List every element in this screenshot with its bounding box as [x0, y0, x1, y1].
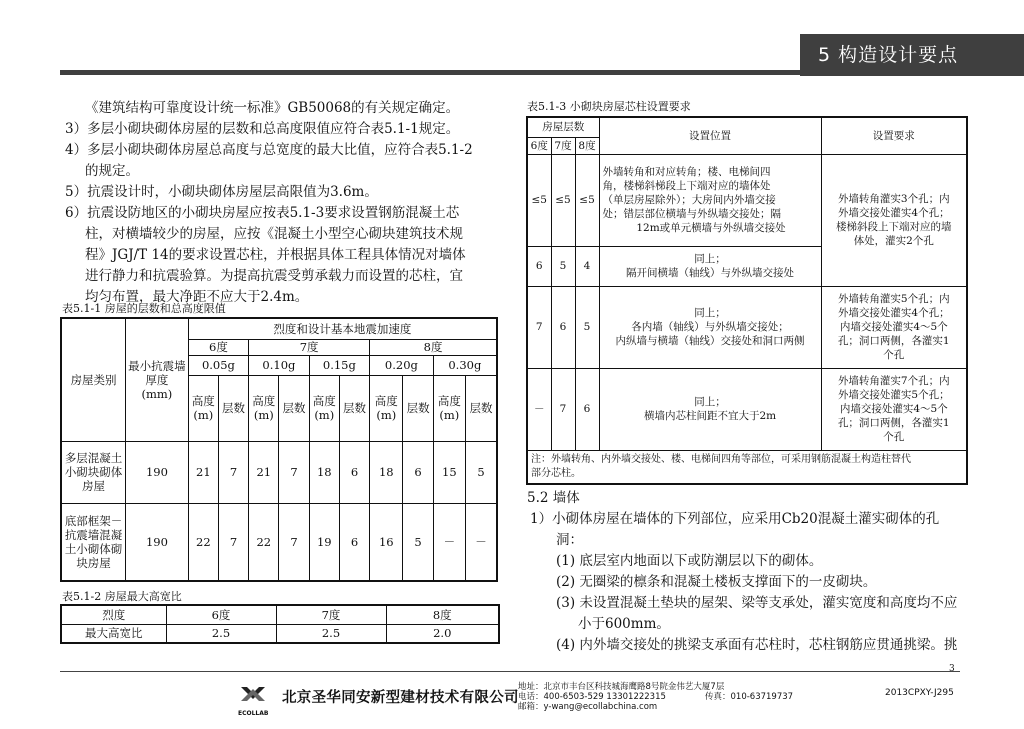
cell: 6	[339, 503, 369, 581]
table-row	[527, 154, 967, 246]
section-line: 1）小砌体房屋在墙体的下列部位，应采用Cb20混凝土灌实砌体的孔	[530, 511, 940, 527]
cell: 8度	[386, 605, 499, 624]
col-wall-thickness: 最小抗震墙 厚度 (mm)	[126, 318, 189, 441]
degree-header: 6度	[188, 339, 248, 355]
cell: 19	[309, 503, 339, 581]
section-line: 小于600mm。	[578, 616, 670, 632]
cell: 烈度	[61, 605, 166, 624]
location-header: 设置位置	[599, 117, 821, 154]
para-line: 4）多层小砌块砌体房屋总高度与总宽度的最大比值，应符合表5.1-2	[65, 142, 473, 158]
cell: 5	[466, 441, 497, 503]
cell: 7	[527, 286, 551, 368]
accel-header: 0.20g	[370, 355, 434, 375]
accel-header: 0.15g	[309, 355, 369, 375]
cell: －	[433, 503, 465, 581]
company-name: 北京圣华同安新型建材技术有限公司	[282, 690, 519, 706]
height-header: 高度 (m)	[370, 375, 403, 441]
section-line: (2) 无圈梁的檩条和混凝土楼板支撑面下的一皮砌块。	[556, 574, 877, 590]
contact-address: 地址：北京市丰台区科技城海鹰路8号院金伟艺大厦7层	[518, 682, 725, 692]
cell: ≤5	[575, 154, 599, 246]
table-row	[61, 624, 499, 643]
accel-header: 0.30g	[433, 355, 497, 375]
section-line: 洞：	[556, 532, 583, 548]
para-line: 进行静力和抗震验算。为提高抗震受剪承载力而设置的芯柱，宜	[85, 268, 463, 284]
floors-header: 层数	[403, 375, 433, 441]
cell: 21	[188, 441, 218, 503]
cell: 6	[575, 368, 599, 450]
cell: ≤5	[551, 154, 575, 246]
degree-header: 7度	[249, 339, 370, 355]
page-number: 3	[949, 664, 955, 674]
table-core-columns	[526, 116, 968, 485]
height-header: 高度 (m)	[249, 375, 279, 441]
section-line: (1) 底层室内地面以下或防潮层以下的砌体。	[556, 553, 823, 569]
table-row	[61, 441, 497, 503]
cell: 2.0	[386, 624, 499, 643]
cell: 22	[249, 503, 279, 581]
cell: 5	[403, 503, 433, 581]
para-line: 均匀布置，最大净距不应大于2.4m。	[85, 289, 309, 305]
contact-phone: 电话：400-6503-529 13301222315	[518, 692, 666, 702]
para-line: 6）抗震设防地区的小砌块房屋应按表5.1-3要求设置钢筋混凝土芯	[65, 205, 460, 221]
header-rule	[60, 70, 800, 75]
chapter-title: 5 构造设计要点	[800, 34, 1024, 76]
document-number: 2013CPXY-J295	[885, 688, 954, 698]
para-line: 《建筑结构可靠度设计统一标准》GB50068的有关规定确定。	[85, 100, 460, 116]
cell: 7	[279, 503, 309, 581]
para-line: 的规定。	[85, 163, 139, 179]
location-cell: 同上； 横墙内芯柱间距不宜大于2m	[599, 368, 821, 450]
accel-header: 0.10g	[249, 355, 309, 375]
cell: 6	[403, 441, 433, 503]
table-height-limits	[60, 317, 498, 582]
cell: 7	[218, 503, 248, 581]
cell: 7	[279, 441, 309, 503]
col-house-type: 房屋类别	[61, 318, 126, 441]
section-line: (4) 内外墙交接处的挑梁支承面有芯柱时，芯柱钢筋应贯通挑梁。挑	[556, 637, 958, 653]
accel-header: 0.05g	[188, 355, 248, 375]
cell: －	[466, 503, 497, 581]
location-cell: 外墙转角和对应转角；楼、电梯间四 角，楼梯斜梯段上下端对应的墙体处 （单层房屋除外）；大房间内外墙交接 处；错层部位横墙与外纵墙交接处；隔 12m或单元横墙与外纵墙交接处	[599, 154, 821, 246]
table3-caption: 表5.1-3 小砌块房屋芯柱设置要求	[527, 100, 691, 113]
cell: 5	[575, 286, 599, 368]
cell: －	[527, 368, 551, 450]
logo-text: ECOLLAB	[238, 710, 269, 717]
cell: 190	[126, 441, 189, 503]
cell: 6	[339, 441, 369, 503]
section-line: (3) 未设置混凝土垫块的屋架、梁等支承处，灌实宽度和高度均不应	[556, 595, 958, 611]
floors-header: 层数	[218, 375, 248, 441]
cell: ≤5	[527, 154, 551, 246]
floors-header: 层数	[279, 375, 309, 441]
cell: 16	[370, 503, 403, 581]
degree-header: 6度	[527, 137, 551, 154]
contact-email: 邮箱：y-wang@ecollabchina.com	[518, 702, 658, 712]
cell: 4	[575, 246, 599, 286]
floors-group-header: 房屋层数	[527, 117, 599, 137]
cell: 6度	[166, 605, 276, 624]
height-header: 高度 (m)	[309, 375, 339, 441]
height-header: 高度 (m)	[433, 375, 465, 441]
cell: 2.5	[166, 624, 276, 643]
footer-rule	[60, 671, 960, 672]
cell: 7	[551, 368, 575, 450]
cell: 2.5	[276, 624, 386, 643]
requirement-cell: 外墙转角灌实3个孔；内 外墙交接处灌实4个孔； 楼梯斜段上下端对应的墙 体处，灌实2个孔	[821, 154, 967, 286]
degree-header: 7度	[551, 137, 575, 154]
table-row	[527, 286, 967, 368]
cell: 190	[126, 503, 189, 581]
table2-caption: 表5.1-2 房屋最大高宽比	[62, 590, 182, 603]
row-label: 底部框架－ 抗震墙混凝 土小砌体砌 块房屋	[61, 503, 126, 581]
height-header: 高度 (m)	[188, 375, 218, 441]
cell: 7度	[276, 605, 386, 624]
para-line: 程》JGJ/T 14的要求设置芯柱，并根据具体工程具体情况对墙体	[85, 247, 466, 263]
cell: 18	[309, 441, 339, 503]
floors-header: 层数	[466, 375, 497, 441]
cell: 5	[551, 246, 575, 286]
cell: 22	[188, 503, 218, 581]
table-aspect-ratio	[60, 604, 500, 644]
section-title: 5.2 墙体	[527, 490, 580, 506]
floors-header: 层数	[339, 375, 369, 441]
location-cell: 同上； 隔开间横墙（轴线）与外纵墙交接处	[599, 246, 821, 286]
row-label: 多层混凝土 小砌块砌体 房屋	[61, 441, 126, 503]
para-line: 柱，对横墙较少的房屋，应按《混凝土小型空心砌块建筑技术规	[85, 226, 463, 242]
cell: 18	[370, 441, 403, 503]
cell: 6	[527, 246, 551, 286]
para-line: 3）多层小砌块砌体房屋的层数和总高度限值应符合表5.1-1规定。	[65, 121, 460, 137]
table-note: 注：外墙转角、内外墙交接处、楼、电梯间四角等部位，可采用钢筋混凝土构造柱替代 部分芯柱。	[527, 450, 967, 484]
contact-fax: 传真：010-63719737	[705, 692, 794, 702]
table1-caption: 表5.1-1 房屋的层数和总高度限值	[62, 302, 226, 315]
degree-header: 8度	[575, 137, 599, 154]
requirement-header: 设置要求	[821, 117, 967, 154]
cell: 6	[551, 286, 575, 368]
table-row	[527, 368, 967, 450]
group-header: 烈度和设计基本地震加速度	[188, 318, 497, 339]
cell: 7	[218, 441, 248, 503]
table-row	[61, 503, 497, 581]
requirement-cell: 外墙转角灌实7个孔；内 外墙交接处灌实5个孔； 内墙交接处灌实4～5个 孔；洞口两侧，各灌实1 个孔	[821, 368, 967, 450]
cell: 最大高宽比	[61, 624, 166, 643]
requirement-cell: 外墙转角灌实5个孔；内 外墙交接处灌实4个孔； 内墙交接处灌实4～5个 孔；洞口两侧，各灌实1 个孔	[821, 286, 967, 368]
cell: 15	[433, 441, 465, 503]
location-cell: 同上； 各内墙（轴线）与外纵墙交接处； 内纵墙与横墙（轴线）交接处和洞口两侧	[599, 286, 821, 368]
degree-header: 8度	[370, 339, 497, 355]
para-line: 5）抗震设计时，小砌块砌体房屋层高限值为3.6m。	[65, 184, 378, 200]
cell: 21	[249, 441, 279, 503]
